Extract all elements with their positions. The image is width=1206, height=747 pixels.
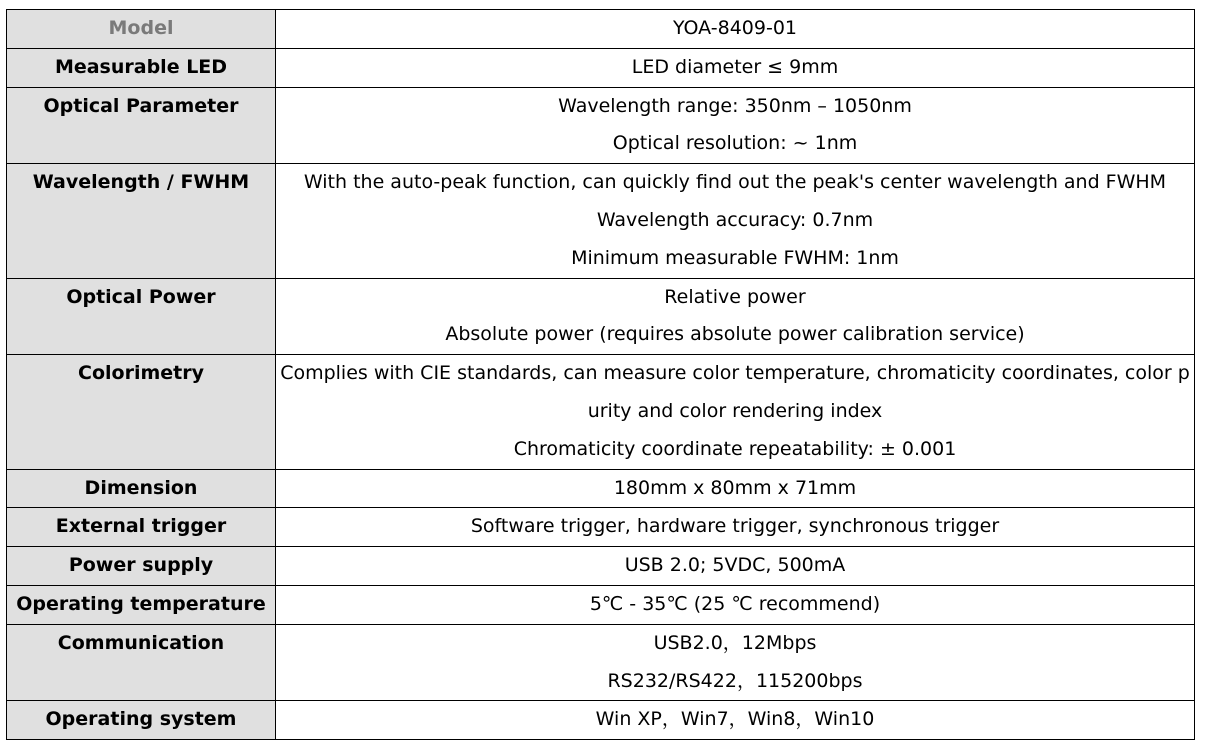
row-value-cell bbox=[276, 48, 1195, 87]
value-line: Absolute power (requires absolute power calibration service) bbox=[445, 323, 1025, 346]
value-line: 5℃ - 35℃ (25 ℃ recommend) bbox=[589, 592, 881, 615]
row-value-cell bbox=[276, 469, 1195, 508]
row-value-cell bbox=[276, 585, 1195, 624]
row-value-cell bbox=[276, 87, 1195, 164]
row-value-cell bbox=[276, 624, 1195, 701]
row-label-cell bbox=[7, 87, 276, 164]
value-line: Optical resolution: ~ 1nm bbox=[612, 132, 858, 155]
table-row-colorimetry bbox=[7, 355, 1195, 469]
row-label: External trigger bbox=[55, 515, 227, 538]
table-row-operating-temperature bbox=[7, 585, 1195, 624]
value-line: Wavelength accuracy: 0.7nm bbox=[596, 208, 874, 231]
table-row-optical-parameter bbox=[7, 87, 1195, 164]
row-label-cell bbox=[7, 355, 276, 469]
row-label: Measurable LED bbox=[54, 55, 228, 78]
value-line: 180mm x 80mm x 71mm bbox=[613, 476, 857, 499]
table-row-optical-power bbox=[7, 278, 1195, 355]
value-line: Complies with CIE standards, can measure color temperature, chromaticity coordinates, color p bbox=[280, 362, 1190, 385]
row-label: Wavelength / FWHM bbox=[32, 171, 250, 194]
value-line: Software trigger, hardware trigger, synchronous trigger bbox=[470, 515, 1000, 538]
value-line: USB 2.0; 5VDC, 500mA bbox=[624, 554, 846, 577]
row-label-cell bbox=[7, 48, 276, 87]
value-line: urity and color rendering index bbox=[587, 399, 883, 422]
table-row-dimension bbox=[7, 469, 1195, 508]
value-line: Minimum measurable FWHM: 1nm bbox=[571, 246, 899, 269]
row-label: Optical Parameter bbox=[43, 94, 239, 117]
row-label-cell bbox=[7, 469, 276, 508]
row-label: Model bbox=[108, 17, 174, 39]
table-row-wavelength-fwhm bbox=[7, 164, 1195, 278]
row-label: Communication bbox=[57, 631, 225, 654]
row-value-cell bbox=[276, 508, 1195, 547]
row-value-cell bbox=[276, 10, 1195, 49]
row-label: Operating system bbox=[45, 708, 237, 731]
value-line: LED diameter ≤ 9mm bbox=[631, 55, 839, 78]
row-label-cell bbox=[7, 10, 276, 49]
row-value-cell bbox=[276, 547, 1195, 586]
row-value-cell bbox=[276, 355, 1195, 469]
row-label: Operating temperature bbox=[16, 592, 266, 615]
spec-table bbox=[6, 9, 1195, 740]
table-row-operating-system bbox=[7, 701, 1195, 740]
row-label: Colorimetry bbox=[78, 362, 204, 385]
row-label: Power supply bbox=[68, 554, 214, 577]
value-line: USB2.0，12Mbps bbox=[653, 631, 817, 654]
value-line: Chromaticity coordinate repeatability: ± 0.001 bbox=[513, 437, 957, 460]
value-line: YOA-8409-01 bbox=[672, 17, 797, 39]
value-line: RS232/RS422，115200bps bbox=[607, 669, 863, 692]
row-label: Optical Power bbox=[66, 285, 216, 308]
table-row-communication bbox=[7, 624, 1195, 701]
row-label: Dimension bbox=[84, 476, 198, 499]
row-label-cell bbox=[7, 164, 276, 278]
table-row-model bbox=[7, 10, 1195, 49]
table-row-measurable-led bbox=[7, 48, 1195, 87]
row-value-cell bbox=[276, 701, 1195, 740]
value-line: Wavelength range: 350nm – 1050nm bbox=[558, 94, 912, 117]
row-value-cell bbox=[276, 278, 1195, 355]
row-label-cell bbox=[7, 508, 276, 547]
row-label-cell bbox=[7, 585, 276, 624]
row-label-cell bbox=[7, 624, 276, 701]
table-row-external-trigger bbox=[7, 508, 1195, 547]
table-row-power-supply bbox=[7, 547, 1195, 586]
row-label-cell bbox=[7, 547, 276, 586]
value-line: Win XP，Win7，Win8，Win10 bbox=[595, 708, 875, 731]
value-line: Relative power bbox=[664, 285, 806, 308]
value-line: With the auto-peak function, can quickly find out the peak's center wavelength and FWHM bbox=[303, 171, 1167, 194]
row-label-cell bbox=[7, 701, 276, 740]
row-label-cell bbox=[7, 278, 276, 355]
row-value-cell bbox=[276, 164, 1195, 278]
